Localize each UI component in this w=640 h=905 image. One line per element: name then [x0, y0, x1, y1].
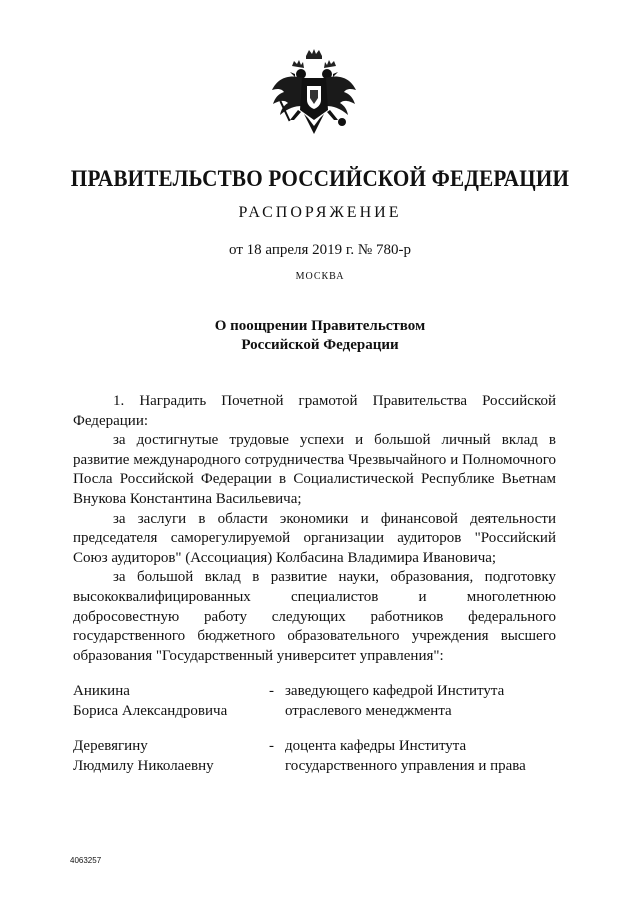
paragraph-award: 1. Наградить Почетной грамотой Правительства Российской Федерации:: [73, 393, 556, 429]
subject-line-2: Российской Федерации: [241, 337, 399, 353]
document-body: [73, 392, 556, 666]
person-name: [73, 682, 273, 721]
person-given-names: Людмилу Николаевну: [73, 757, 214, 774]
paragraph-kolbasin: за заслуги в области экономики и финансовой деятельности председателя саморегулируемой организации аудиторов "Российский Союз аудиторов" (Ассоциация) Колбасина Владимира Ивановича;: [73, 510, 556, 566]
person-surname: Деревягину: [73, 738, 148, 754]
person-entry: [73, 737, 556, 777]
position-line-1: доцента кафедры Института: [285, 738, 467, 754]
issue-city: МОСКВА: [295, 271, 345, 282]
paragraph-university: за большой вклад в развитие науки, образования, подготовку высококвалифицированных специалистов и многолетнюю добросовестную работу следующих работников федерального государственного бюджетного образовательного учреждения высшего образования "Государственный университет управления":: [73, 569, 556, 664]
coat-of-arms-icon: [268, 48, 360, 138]
separator-dash: -: [269, 683, 274, 699]
document-date-number: от 18 апреля 2019 г. № 780-р: [229, 242, 411, 258]
document-subject: [0, 317, 640, 355]
separator-dash: -: [269, 738, 274, 754]
document-id-number: 4063257: [70, 856, 102, 865]
document-type: РАСПОРЯЖЕНИЕ: [238, 204, 402, 221]
person-entry: [73, 682, 556, 722]
subject-line-1: О поощрении Правительством: [214, 318, 426, 334]
person-position: [285, 682, 545, 721]
person-surname: Аникина: [73, 683, 130, 699]
position-line-1: заведующего кафедрой Института: [285, 683, 505, 699]
person-name: [73, 737, 273, 776]
position-line-2: государственного управления и права: [285, 757, 526, 774]
government-title: ПРАВИТЕЛЬСТВО РОССИЙСКОЙ ФЕДЕРАЦИИ: [70, 166, 570, 191]
person-position: [285, 737, 545, 776]
person-given-names: Бориса Александровича: [73, 702, 228, 719]
position-line-2: отраслевого менеджмента: [285, 702, 452, 719]
paragraph-vnukov: за достигнутые трудовые успехи и большой личный вклад в развитие международного сотрудничества Чрезвычайного и Полномочного Посла Российской Федерации в Социалистической Республике Вьетнам Внукова Константина Васильевича;: [73, 432, 556, 507]
